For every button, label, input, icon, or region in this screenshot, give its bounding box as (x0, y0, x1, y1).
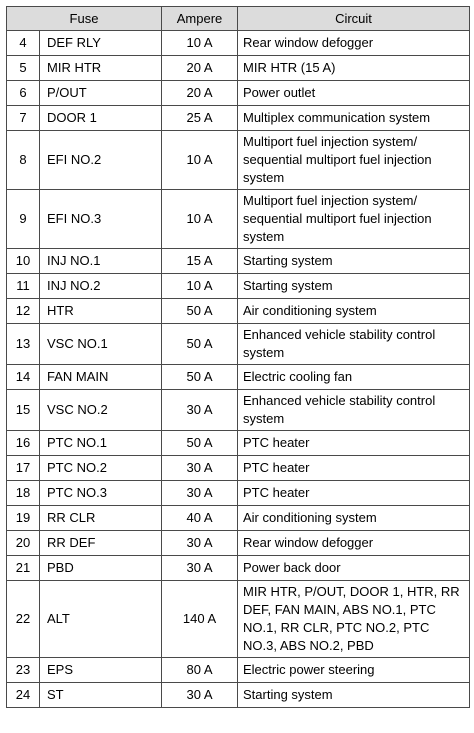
fuse-number: 20 (7, 531, 40, 556)
fuse-circuit: Starting system (238, 249, 470, 274)
fuse-name: EFI NO.3 (40, 190, 162, 249)
table-row (7, 106, 470, 131)
fuse-circuit: Power outlet (238, 81, 470, 106)
fuse-ampere: 15 A (162, 249, 238, 274)
fuse-name: PTC NO.2 (40, 456, 162, 481)
fuse-ampere: 10 A (162, 131, 238, 190)
header-fuse: Fuse (7, 7, 162, 31)
fuse-number: 15 (7, 390, 40, 431)
fuse-circuit: Starting system (238, 683, 470, 708)
fuse-ampere: 50 A (162, 365, 238, 390)
fuse-number: 17 (7, 456, 40, 481)
table-row (7, 31, 470, 56)
fuse-number: 5 (7, 56, 40, 81)
table-row (7, 506, 470, 531)
fuse-ampere: 30 A (162, 481, 238, 506)
fuse-circuit: Rear window defogger (238, 31, 470, 56)
fuse-table (6, 6, 470, 708)
fuse-circuit: PTC heater (238, 431, 470, 456)
table-row (7, 531, 470, 556)
header-ampere: Ampere (162, 7, 238, 31)
fuse-name: HTR (40, 299, 162, 324)
fuse-ampere: 10 A (162, 190, 238, 249)
fuse-circuit: MIR HTR (15 A) (238, 56, 470, 81)
fuse-number: 12 (7, 299, 40, 324)
fuse-number: 23 (7, 658, 40, 683)
fuse-circuit: Electric power steering (238, 658, 470, 683)
fuse-ampere: 140 A (162, 581, 238, 658)
fuse-circuit: Multiplex communication system (238, 106, 470, 131)
fuse-number: 16 (7, 431, 40, 456)
fuse-number: 22 (7, 581, 40, 658)
fuse-circuit: MIR HTR, P/OUT, DOOR 1, HTR, RR DEF, FAN MAIN, ABS NO.1, PTC NO.1, RR CLR, PTC NO.2, PTC NO.3, ABS NO.2, PBD (238, 581, 470, 658)
fuse-name: ST (40, 683, 162, 708)
fuse-name: MIR HTR (40, 56, 162, 81)
fuse-ampere: 20 A (162, 81, 238, 106)
fuse-name: VSC NO.2 (40, 390, 162, 431)
fuse-name: EPS (40, 658, 162, 683)
fuse-ampere: 40 A (162, 506, 238, 531)
fuse-circuit: Rear window defogger (238, 531, 470, 556)
fuse-circuit: Air conditioning system (238, 506, 470, 531)
table-row (7, 581, 470, 658)
fuse-number: 24 (7, 683, 40, 708)
fuse-ampere: 10 A (162, 31, 238, 56)
fuse-ampere: 30 A (162, 556, 238, 581)
table-body (7, 31, 470, 708)
fuse-circuit: Electric cooling fan (238, 365, 470, 390)
fuse-circuit: Starting system (238, 274, 470, 299)
fuse-circuit: PTC heater (238, 456, 470, 481)
table-row (7, 431, 470, 456)
fuse-ampere: 30 A (162, 683, 238, 708)
fuse-circuit: Enhanced vehicle stability control system (238, 324, 470, 365)
fuse-circuit: PTC heater (238, 481, 470, 506)
table-row (7, 190, 470, 249)
table-row (7, 683, 470, 708)
fuse-number: 7 (7, 106, 40, 131)
table-row (7, 365, 470, 390)
fuse-name: EFI NO.2 (40, 131, 162, 190)
fuse-number: 4 (7, 31, 40, 56)
fuse-name: ALT (40, 581, 162, 658)
fuse-ampere: 80 A (162, 658, 238, 683)
fuse-name: VSC NO.1 (40, 324, 162, 365)
fuse-ampere: 25 A (162, 106, 238, 131)
table-header (7, 7, 470, 31)
fuse-name: INJ NO.2 (40, 274, 162, 299)
fuse-number: 14 (7, 365, 40, 390)
fuse-circuit: Power back door (238, 556, 470, 581)
fuse-name: INJ NO.1 (40, 249, 162, 274)
fuse-circuit: Multiport fuel injection system/ sequential multiport fuel injection system (238, 131, 470, 190)
fuse-name: PBD (40, 556, 162, 581)
header-circuit: Circuit (238, 7, 470, 31)
fuse-ampere: 50 A (162, 431, 238, 456)
fuse-name: DEF RLY (40, 31, 162, 56)
fuse-circuit: Multiport fuel injection system/ sequential multiport fuel injection system (238, 190, 470, 249)
fuse-circuit: Air conditioning system (238, 299, 470, 324)
fuse-number: 21 (7, 556, 40, 581)
table-row (7, 299, 470, 324)
fuse-ampere: 50 A (162, 299, 238, 324)
table-row (7, 131, 470, 190)
fuse-number: 8 (7, 131, 40, 190)
table-row (7, 56, 470, 81)
table-row (7, 556, 470, 581)
fuse-ampere: 20 A (162, 56, 238, 81)
fuse-ampere: 50 A (162, 324, 238, 365)
table-row (7, 658, 470, 683)
table-row (7, 81, 470, 106)
table-row (7, 481, 470, 506)
fuse-name: RR DEF (40, 531, 162, 556)
table-row (7, 390, 470, 431)
fuse-name: P/OUT (40, 81, 162, 106)
table-row (7, 249, 470, 274)
fuse-number: 18 (7, 481, 40, 506)
fuse-name: PTC NO.3 (40, 481, 162, 506)
fuse-ampere: 30 A (162, 531, 238, 556)
fuse-number: 10 (7, 249, 40, 274)
fuse-number: 6 (7, 81, 40, 106)
fuse-name: DOOR 1 (40, 106, 162, 131)
table-row (7, 324, 470, 365)
fuse-name: FAN MAIN (40, 365, 162, 390)
fuse-circuit: Enhanced vehicle stability control system (238, 390, 470, 431)
table-row (7, 274, 470, 299)
fuse-number: 13 (7, 324, 40, 365)
fuse-name: RR CLR (40, 506, 162, 531)
table-row (7, 456, 470, 481)
fuse-number: 19 (7, 506, 40, 531)
fuse-number: 11 (7, 274, 40, 299)
fuse-ampere: 10 A (162, 274, 238, 299)
header-row (7, 7, 470, 31)
fuse-ampere: 30 A (162, 390, 238, 431)
fuse-name: PTC NO.1 (40, 431, 162, 456)
fuse-number: 9 (7, 190, 40, 249)
fuse-ampere: 30 A (162, 456, 238, 481)
